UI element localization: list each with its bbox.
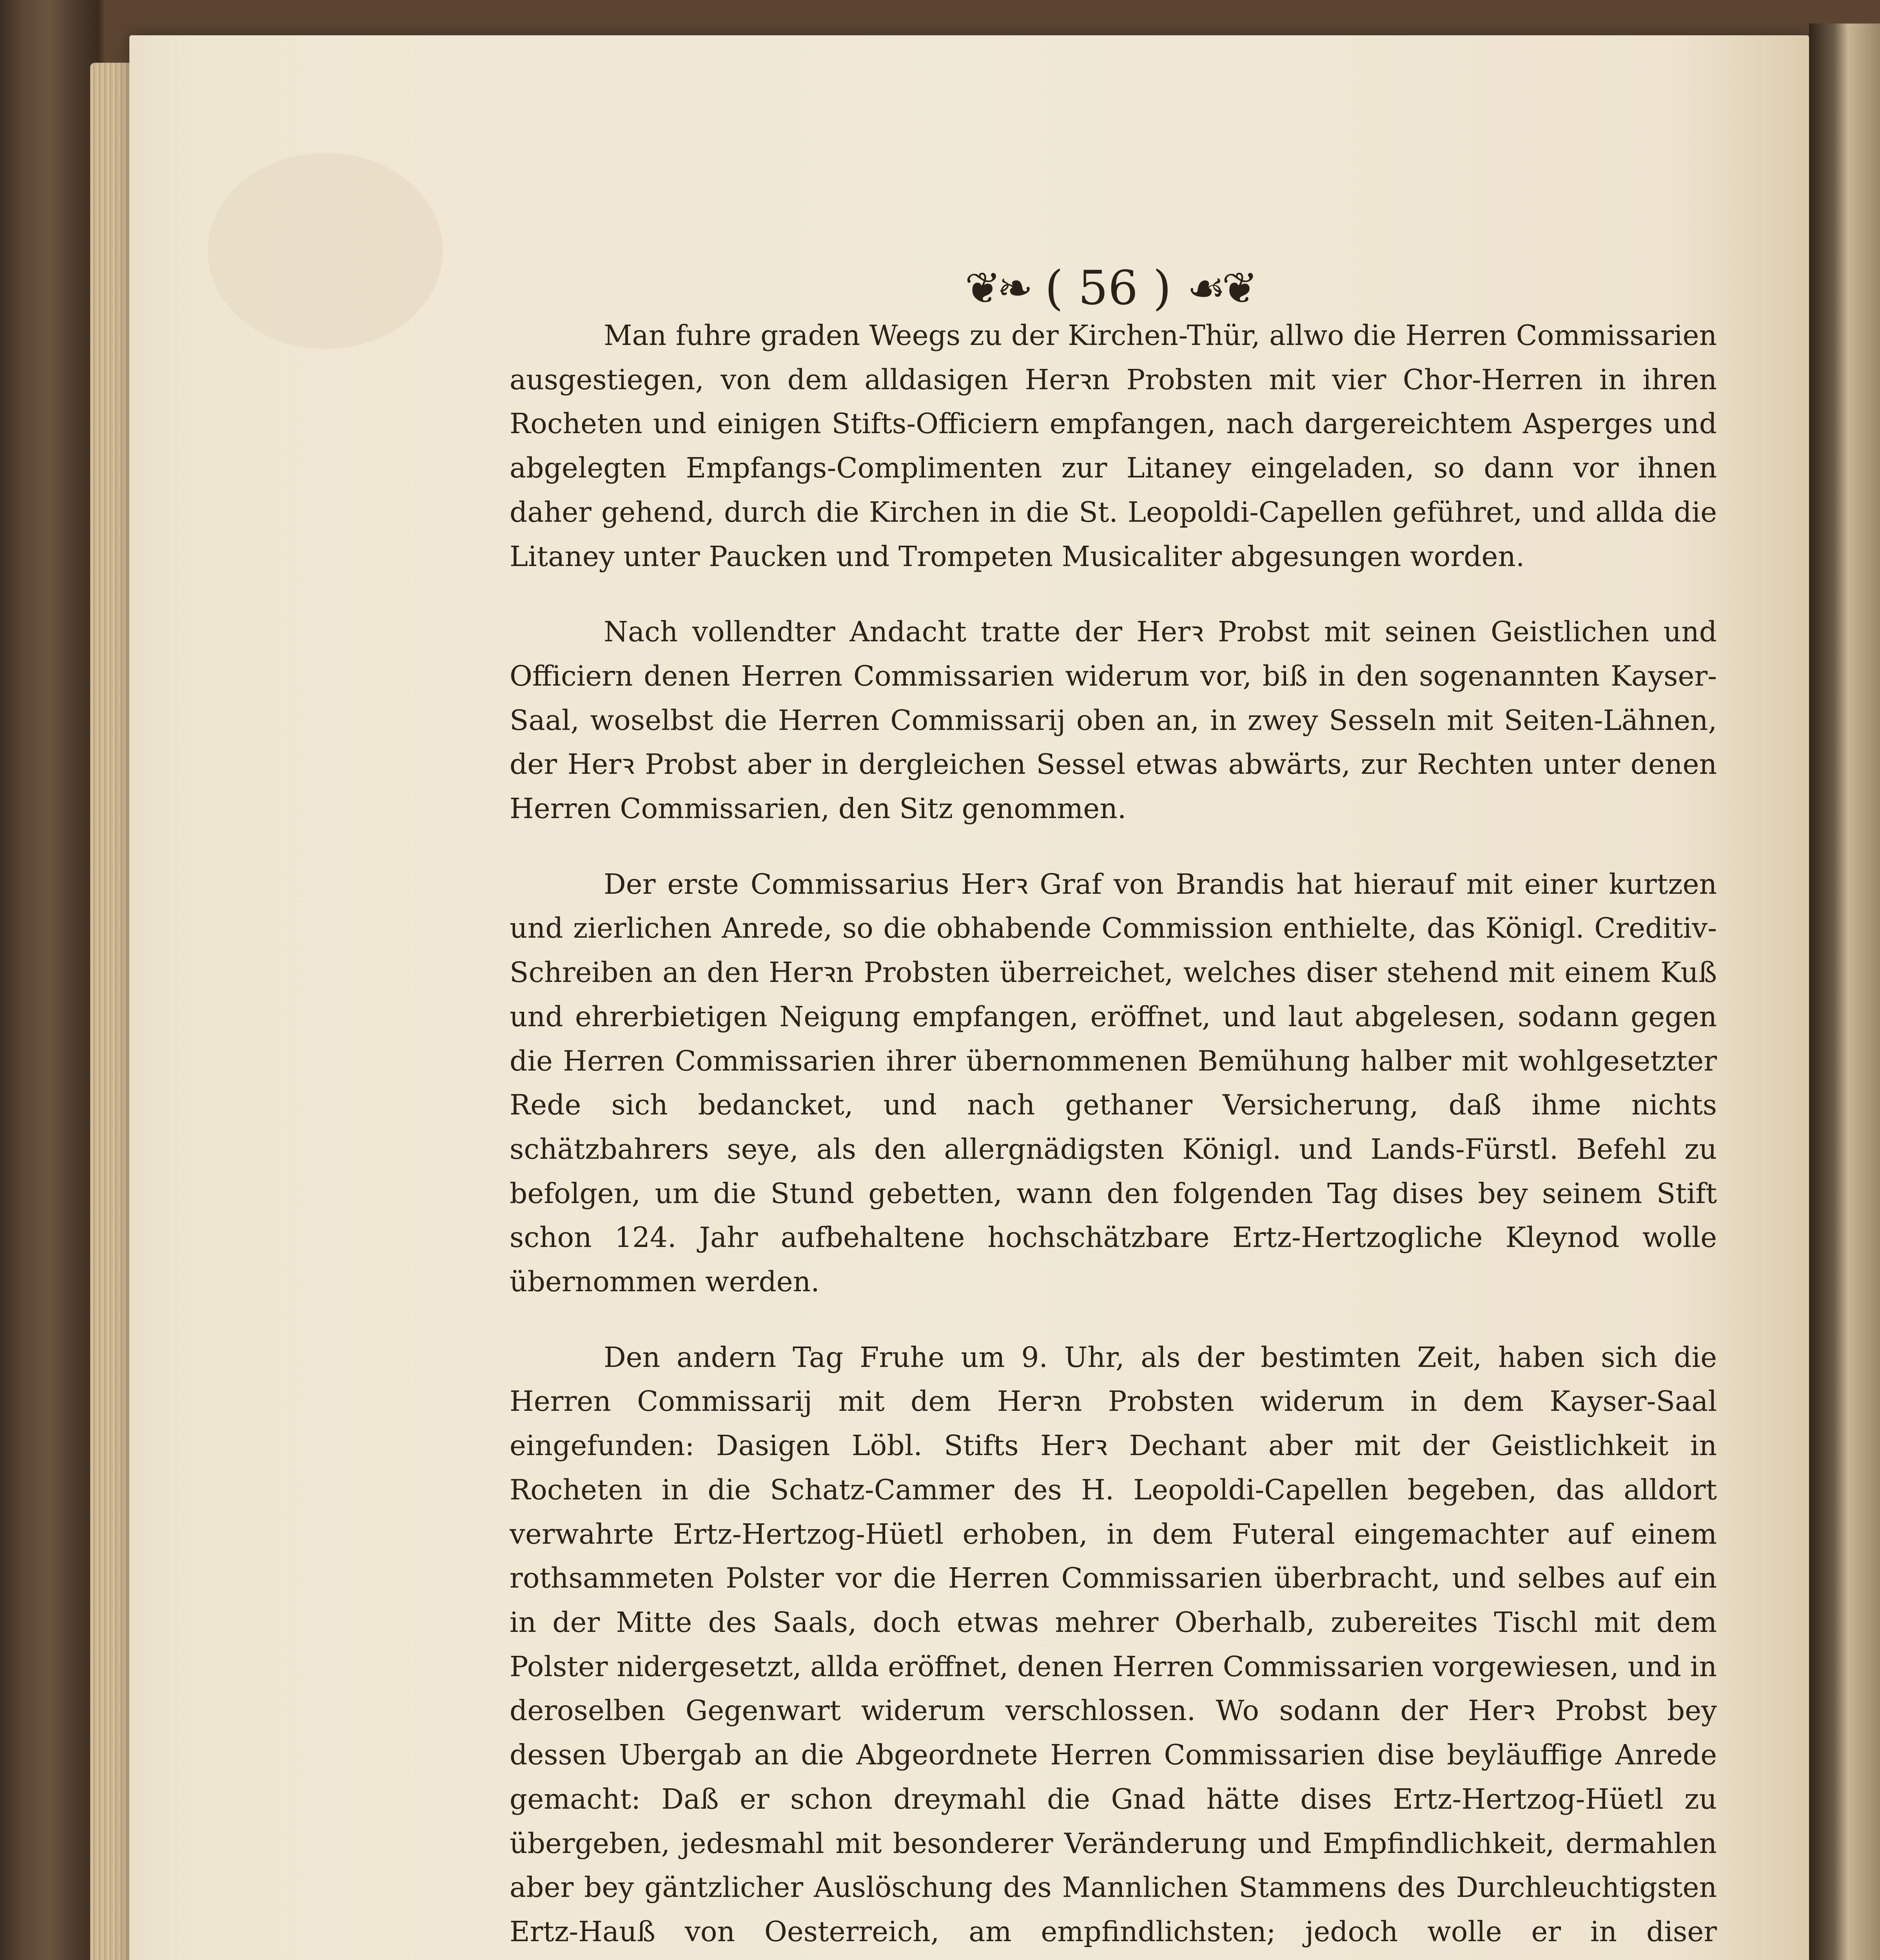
page-header xyxy=(933,255,1286,321)
body-text xyxy=(510,314,1717,1960)
left-ornament-icon: ❦❧ xyxy=(965,263,1029,313)
facing-page-edge xyxy=(1809,24,1880,1960)
paragraph: Man fuhre graden Weegs zu der Kirchen-Thür, allwo die Herren Commissarien ausgestiegen, von dem alldasigen Herꝛn Probsten mit vier Chor-Herren in ihren Rocheten und einigen Stifts-Officiern empfangen, nach dargereichtem Asperges und abgelegten Empfangs-Complimenten zur Litaney eingeladen, so dann vor ihnen daher gehend, durch die Kirchen in die St. Leopoldi-Capellen geführet, und allda die Litaney unter Paucken und Trompeten Musicaliter abgesungen worden. xyxy=(510,319,1717,573)
paragraph: Der erste Commissarius Herꝛ Graf von Brandis hat hierauf mit einer kurtzen und zierlichen Anrede, so die obhabende Commission enthielte, das Königl. Creditiv-Schreiben an den Herꝛn Probsten überreichet, welches diser stehend mit einem Kuß und ehrerbietigen Neigung empfangen, eröffnet, und laut abgelesen, sodann gegen die Herren Commissarien ihrer übernommenen Bemühung halber mit wohlgesetzter Rede sich bedancket, und nach gethaner Versicherung, daß ihme nichts schätzbahrers seye, als den allergnädigsten Königl. und Lands-Fürstl. Befehl zu befolgen, um die Stund gebetten, wann den folgenden Tag dises bey seinem Stift schon 124. Jahr aufbehaltene hochschätzbare Ertz-Hertzogliche Kleynod wolle übernommen werden. xyxy=(510,867,1717,1298)
paragraph: Den andern Tag Fruhe um 9. Uhr, als der bestimten Zeit, haben sich die Herren Commissarij mit dem Herꝛn Probsten widerum in dem Kayser-Saal eingefunden: Dasigen Löbl. Stifts Herꝛ Dechant aber mit der Geistlichkeit in Rocheten in die Schatz-Cammer des H. Leopoldi-Capellen begeben, das alldort verwahrte Ertz-Hertzog-Hüetl erhoben, in dem Futeral eingemachter auf einem rothsammeten Polster vor die Herren Commissarien überbracht, und selbes auf ein in der Mitte des Saals, doch etwas mehrer Oberhalb, zubereites Tischl mit dem Polster nidergesetzt, allda eröffnet, denen Herren Commissarien vorgewiesen, und in deroselben Gegenwart widerum verschlossen. Wo sodann der Herꝛ Probst bey dessen Ubergab an die Abgeordnete Herren Commissarien dise beyläuffige Anrede gemacht: Daß er schon dreymahl die Gnad hätte dises Ertz-Hertzog-Hüetl zu übergeben, jedesmahl mit besonderer Veränderung und Empfindlichkeit, dermahlen aber bey gäntzlicher Auslöschung des Mannlichen Stammens des Durchleuchtigsten Ertz-Hauß von Oesterreich, am empfindlichsten; jedoch wolle er in diser xyxy=(510,1341,1717,1948)
right-ornament-icon: ☙❦ xyxy=(1187,263,1254,313)
paragraph: Nach vollendter Andacht tratte der Herꝛ Probst mit seinen Geistlichen und Officiern denen Herren Commissarien widerum vor, biß in den sogenannten Kayser-Saal, woselbst die Herren Commissarij oben an, in zwey Sesseln mit Seiten-Lähnen, der Herꝛ Probst aber in dergleichen Sessel etwas abwärts, zur Rechten unter denen Herren Commissarien, den Sitz genommen. xyxy=(510,615,1717,825)
page-number: ( 56 ) xyxy=(1045,261,1172,316)
paper-stain xyxy=(208,153,443,349)
